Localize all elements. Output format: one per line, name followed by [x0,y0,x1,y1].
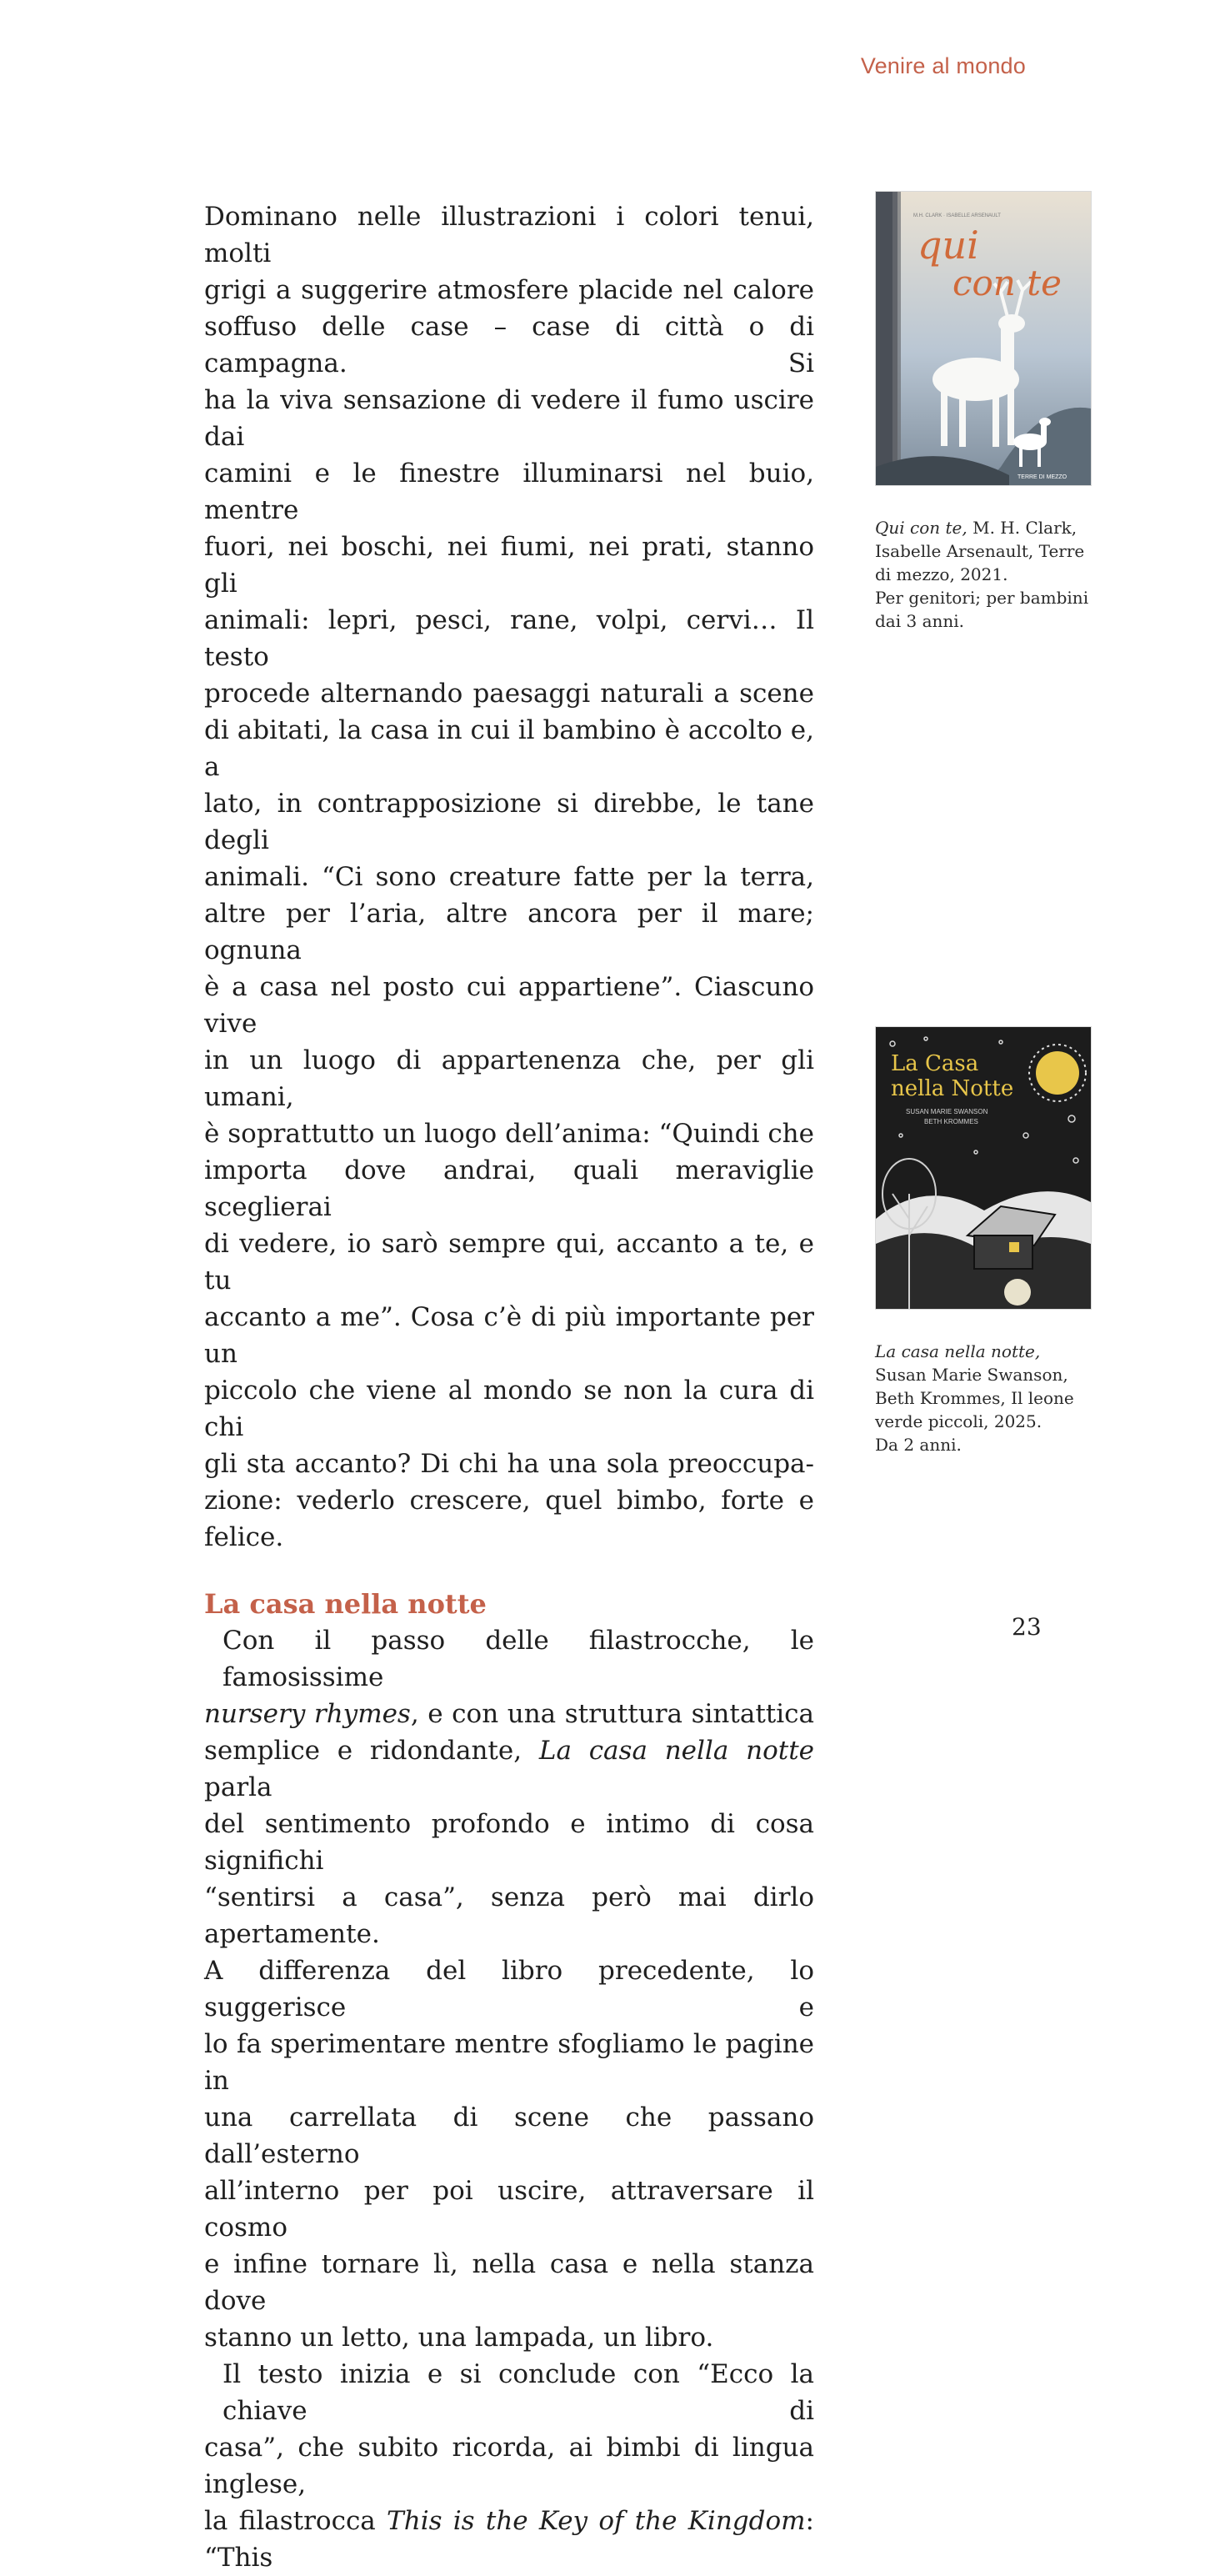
paragraph-3 [204,2356,814,2576]
caption-book-2 [875,1340,1092,1456]
text-line [204,1732,814,1806]
cover-author-2: BETH KROMMES [924,1118,978,1125]
caption-line: di mezzo, 2021. [875,564,1008,584]
text-line: importa dove andrai, quali meraviglie sceglierai [204,1155,814,1222]
caption-line [875,1340,1092,1363]
cover-authors: M.H. CLARK · ISABELLE ARSENAULT [913,213,1001,218]
text-line: “sentirsi a casa”, senza però mai dirlo apertamente. [204,1882,814,1949]
cover-illustration [876,192,1091,485]
text-line: ha la viva sensazione di vedere il fumo uscire dai [204,385,814,452]
text-line: è soprattutto un luogo dell’anima: “Quindi che [204,1119,814,1149]
text-span: : “This [204,2506,814,2573]
cover-title-line2: con te [952,263,1062,303]
publisher-seal [1004,1279,1031,1306]
text-line: del sentimento profondo e intimo di cosa significhi [204,1809,814,1876]
section-heading: La casa nella notte [204,1588,487,1620]
text-line: casa”, che subito ricorda, ai bimbi di lingua inglese, [204,2433,814,2499]
caption-book-1 [875,516,1092,633]
caption-line: Susan Marie Swanson, [875,1365,1068,1385]
caption-title: Qui con te, [875,518,968,538]
cover-title-line1: qui [918,223,979,268]
text-line: A differenza del libro precedente, lo suggerisce e [204,1956,814,2022]
text-line: piccolo che viene al mondo se non la cura di chi [204,1376,814,1442]
text-line: animali. “Ci sono creature fatte per la terra, [204,862,814,892]
text-line: all’interno per poi uscire, attraversare il cosmo [204,2176,814,2243]
caption-line [875,516,1092,539]
caption-line: Per genitori; per bambini [875,588,1089,608]
text-line: gli sta accanto? Di chi ha una sola preoccupa- [204,1449,814,1479]
text-line: soffuso delle case – case di città o di campagna. Si [204,312,814,378]
page-number: 23 [1012,1613,1042,1641]
text-line: in un luogo di appartenenza che, per gli umani, [204,1045,814,1112]
cover-title-line1: La Casa [891,1051,979,1076]
running-head: Venire al mondo [860,53,1026,78]
caption-title: La casa nella notte, [875,1341,1041,1361]
italic-text: nursery rhymes [204,1699,411,1729]
text-line: Dominano nelle illustrazioni i colori tenui, molti [204,202,814,268]
text-line: animali: lepri, pesci, rane, volpi, cervi… Il testo [204,605,814,672]
sidebar-book-2 [875,1026,1092,1456]
text-line: Il testo inizia e si conclude con “Ecco la chiave di [222,2359,814,2426]
text-line: fuori, nei boschi, nei fiumi, nei prati, stanno gli [204,532,814,599]
caption-line: verde piccoli, 2025. [875,1411,1042,1431]
book-cover-qui-con-te [875,191,1092,486]
text-line: altre per l’aria, altre ancora per il mare; ognuna [204,899,814,965]
cover-illustration [876,1027,1091,1309]
text-line: è a casa nel posto cui appartiene”. Ciascuno vive [204,972,814,1039]
text-span: la filastrocca [204,2506,388,2536]
main-text-column [204,198,814,2576]
text-line: lo fa sperimentare mentre sfogliamo le pagine in [204,2029,814,2096]
text-line: Con il passo delle filastrocche, le famosissime [222,1626,814,1692]
text-line: procede alternando paesaggi naturali a scene [204,679,814,709]
italic-title: La casa nella notte [538,1736,814,1766]
text-span: , e con una struttura sintattica [410,1699,815,1729]
cover-publisher: TERRE DI MEZZO [1018,474,1068,480]
text-span: semplice e ridondante, [204,1736,539,1766]
paragraph-2 [204,1622,814,2356]
tree-trunk [892,192,901,485]
text-line: di abitati, la casa in cui il bambino è accolto e, a [204,715,814,782]
caption-text: M. H. Clark, [967,518,1078,538]
cover-author-1: SUSAN MARIE SWANSON [906,1108,988,1115]
text-line: e infine tornare lì, nella casa e nella stanza dove [204,2249,814,2316]
caption-line: dai 3 anni. [875,611,965,631]
text-line: lato, in contrapposizione si direbbe, le tane degli [204,789,814,855]
text-line [204,1696,814,1732]
text-line: una carrellata di scene che passano dall’esterno [204,2102,814,2169]
sidebar-book-1 [875,191,1092,633]
text-line: accanto a me”. Cosa c’è di più importante per un [204,1302,814,1369]
caption-line: Beth Krommes, Il leone [875,1388,1074,1408]
text-line: stanno un letto, una lampada, un libro. [204,2323,714,2353]
caption-line: Isabelle Arsenault, Terre [875,541,1085,561]
caption-line: Da 2 anni. [875,1435,962,1455]
italic-title: This is the Key of the Kingdom [387,2506,806,2536]
text-line: zione: vederlo crescere, quel bimbo, forte e felice. [204,1486,814,1552]
text-line [204,2503,814,2576]
paragraph-1 [204,198,814,1556]
text-span: parla [204,1772,272,1802]
text-line: di vedere, io sarò sempre qui, accanto a te, e tu [204,1229,814,1296]
text-line: grigi a suggerire atmosfere placide nel calore [204,275,814,305]
text-line: camini e le finestre illuminarsi nel buio, mentre [204,459,814,525]
cover-title-line2: nella Notte [891,1076,1014,1101]
book-cover-la-casa-nella-notte [875,1026,1092,1310]
